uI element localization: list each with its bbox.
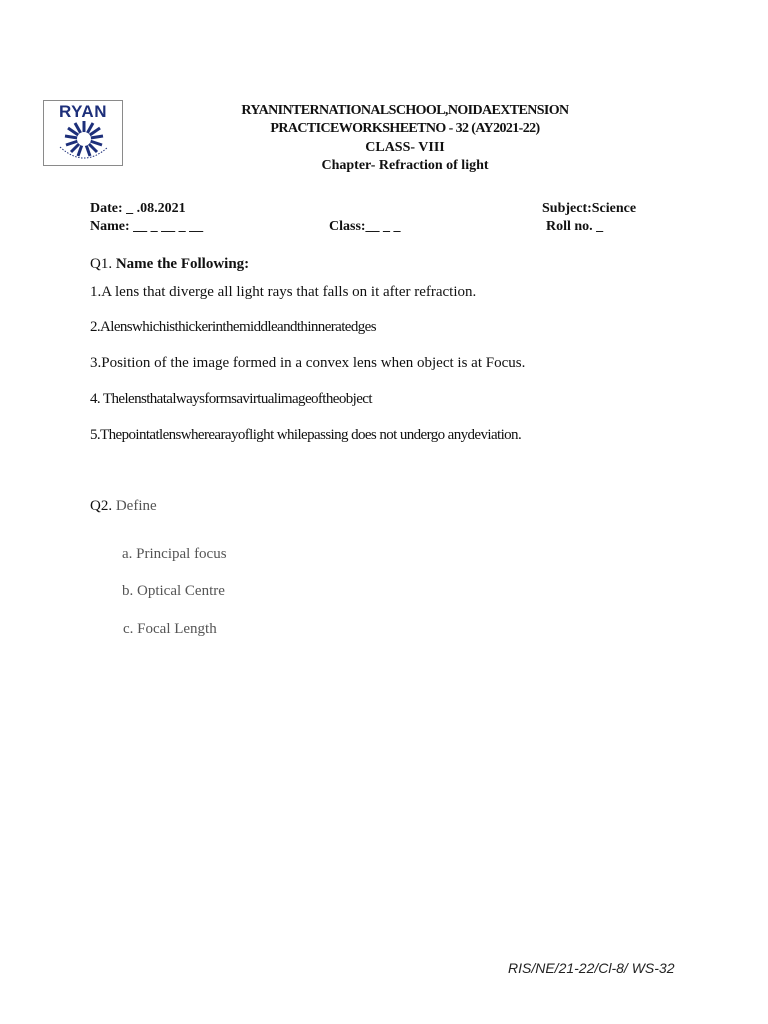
q1-item-1: 1.A lens that diverge all light rays that falls on it after refraction. [90,284,477,300]
q1-item-4: 4. Thelensthatalwaysformsavirtualimageoftheobject [90,391,372,407]
document-code: RIS/NE/21-22/Cl-8/ WS-32 [508,960,675,976]
q2-item-c: c. Focal Length [123,621,217,637]
q2-heading [90,497,157,515]
q1-item-5: 5.Thepointatlenswherearayoflight whilepassing does not undergo anydeviation. [90,427,522,443]
q1-heading [90,255,249,273]
q1-number: Q1. [90,256,113,272]
q2-item-a: a. Principal focus [122,546,227,562]
class-field: Class:__ _ _ [329,219,401,234]
roll-number-field: Roll no. _ [546,219,604,234]
q1-title: Name the Following: [115,256,250,272]
class-heading: CLASS- VIII [365,140,445,155]
date-field: Date: _ .08.2021 [90,201,186,216]
worksheet-title: PRACTICEWORKSHEETNO - 32 (AY2021-22) [270,121,540,136]
logo-wordmark: RYAN [59,102,107,121]
q1-item-2: 2.Alenswhichisthickerinthemiddleandthinneratedges [90,319,376,335]
subject-field: Subject:Science [542,201,637,216]
q2-title: Define [115,498,157,514]
school-name: RYANINTERNATIONALSCHOOL,NOIDAEXTENSION [241,103,569,118]
q2-item-b: b. Optical Centre [122,583,225,599]
chapter-heading: Chapter- Refraction of light [321,158,489,173]
q1-item-3: 3.Position of the image formed in a convex lens when object is at Focus. [90,355,526,371]
name-field: Name: __ _ __ _ __ [90,219,204,234]
q2-number: Q2. [90,498,113,514]
